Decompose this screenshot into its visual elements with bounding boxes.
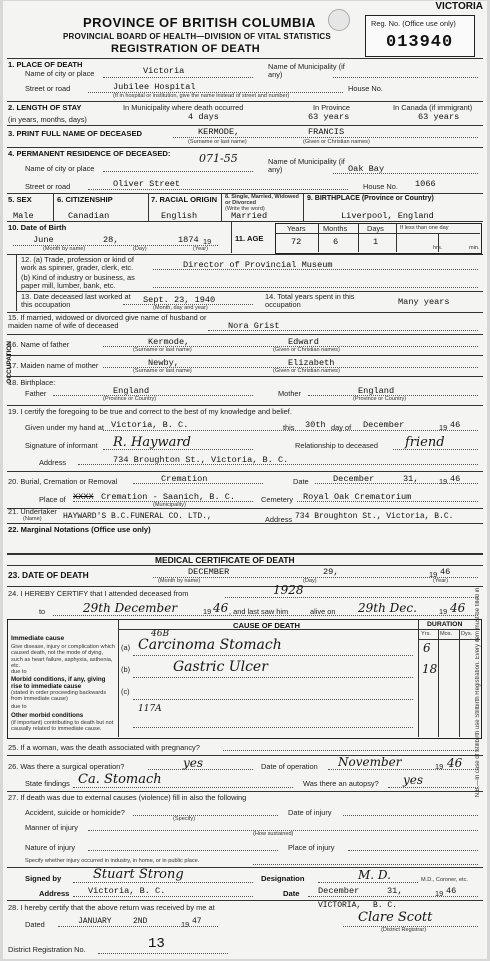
reg-label: Reg. No. (Office use only)	[371, 19, 456, 28]
father-surname-note: (Surname or last name)	[133, 347, 192, 353]
to-date: 29th December	[83, 601, 178, 615]
registrar-day: 2ND	[133, 917, 148, 926]
divider	[7, 58, 483, 59]
place-street-label: Street or road	[25, 84, 71, 93]
cemetery: Royal Oak Crematorium	[303, 492, 412, 502]
last-worked-label: 13. Date deceased last worked at this occupation	[21, 292, 131, 309]
spouse: Nora Grist	[228, 321, 280, 331]
how-note: (How sustained)	[253, 831, 294, 837]
reg-number-box	[365, 15, 475, 57]
cause-c-code: 117A	[138, 704, 162, 714]
this-label: this	[283, 423, 295, 432]
informant-month: December	[363, 420, 405, 430]
age-label: 11. AGE	[235, 234, 264, 243]
dur-dys: Dys.	[461, 631, 473, 637]
age-days: 1	[373, 237, 379, 247]
place-injury-label: Place of injury	[288, 843, 335, 852]
father-birthplace: England	[113, 386, 150, 396]
mother-word: Mother	[278, 389, 302, 398]
place-of-label: Place of	[39, 495, 66, 504]
attended-year: 1928	[273, 583, 304, 597]
place-strikeout: XXXX	[73, 492, 94, 502]
informant-day: 30th	[305, 420, 326, 430]
racial-label: 7. RACIAL ORIGIN	[151, 195, 218, 204]
dur-yrs: Yrs.	[421, 631, 431, 637]
stay-prov: 63 years	[308, 112, 350, 122]
stay-prov-label: In Province	[313, 103, 350, 112]
to-year-prefix: 19	[203, 607, 212, 616]
province-title: PROVINCE OF BRITISH COLUMBIA	[83, 15, 316, 30]
dob-year: 1874	[178, 235, 199, 245]
residence-annotation: 071-55	[199, 152, 238, 165]
mother-birthplace: England	[358, 386, 395, 396]
age-years-label: Years	[287, 224, 306, 233]
cemetery-label: Cemetery	[261, 495, 294, 504]
cause-a-code: 46B	[151, 629, 170, 639]
deceased-given: FRANCIS	[308, 127, 345, 137]
alive-label: alive on	[310, 607, 336, 616]
name-section: 3. PRINT FULL NAME OF DECEASED	[8, 129, 143, 138]
stay-canada: 63 years	[418, 112, 460, 122]
findings-label: State findings	[25, 779, 70, 788]
designation-label: Designation	[261, 874, 305, 883]
birthplace-label: 9. BIRTHPLACE (Province or Country)	[307, 195, 434, 202]
place-inst-note: (If in hospital or institution, give the name instead of street and number)	[113, 93, 290, 99]
burial-type: Cremation	[161, 474, 208, 484]
age-hrs-label: hrs.	[433, 245, 443, 251]
signed-label: Signed by	[25, 874, 62, 883]
last-worked: Sept. 23, 1940	[143, 295, 216, 305]
occ-a: Director of Provincial Museum	[183, 260, 333, 270]
undertaker-address-label: Address	[265, 515, 293, 524]
relationship: friend	[405, 435, 445, 450]
sig-address: Victoria, B. C.	[88, 886, 166, 896]
undertaker-label: 21. Undertaker	[8, 507, 57, 516]
age-months-label: Months	[323, 224, 348, 233]
burial-month: December	[333, 474, 375, 484]
residence-street-label: Street or road	[25, 182, 71, 191]
death-registration-form	[3, 1, 487, 959]
birthplace: Liverpool, England	[341, 211, 434, 221]
mother-bp-note: (Province or Country)	[353, 396, 407, 402]
reg-number: 013940	[386, 33, 454, 52]
registrar-certify: 28. I hereby certify that the above return was received by me at	[8, 903, 215, 912]
marital: Married	[231, 211, 268, 221]
informant-signature: R. Hayward	[113, 435, 191, 450]
stay-munic-label: In Municipality where death occurred	[123, 103, 244, 112]
dob-day: 28,	[103, 235, 119, 245]
sig-address-label: Address	[39, 889, 70, 898]
stay-section: 2. LENGTH OF STAY	[8, 103, 82, 112]
dob-label: 10. Date of Birth	[8, 223, 67, 232]
morbid-note: (stated in order proceeding backwards from immediate cause)	[11, 690, 107, 703]
father-label: 16. Name of father	[8, 340, 70, 349]
parents-bp-label: 18. Birthplace:	[8, 378, 56, 387]
registrar-year: 47	[192, 917, 202, 926]
q26-answer: yes	[183, 756, 204, 770]
manner-label: Manner of injury	[25, 823, 78, 832]
alive-date: 29th Dec.	[358, 601, 417, 615]
given-note: (Given or Christian names)	[303, 139, 370, 145]
physician-signature: Stuart Strong	[93, 867, 184, 882]
informant-year-prefix: 19	[439, 423, 448, 432]
dob-day-note: (Day)	[133, 246, 147, 252]
father-word: Father	[25, 389, 47, 398]
op-year: 46	[447, 756, 463, 770]
father-given: Edward	[288, 337, 319, 347]
father-surname: Kermode,	[148, 337, 190, 347]
due-to-1: due to	[11, 669, 27, 675]
death-year-note: (Year)	[433, 578, 449, 584]
sig-month: December	[318, 886, 360, 896]
dob-year-note: (Year)	[193, 246, 209, 252]
day-of-label: day of	[331, 423, 352, 432]
cause-c-label: (c)	[121, 687, 130, 696]
q25-label: 25. If a woman, was the death associated with pregnancy?	[8, 743, 200, 752]
occ-b-label: (b) Kind of industry or business, as paper mill, lumber, bank, etc.	[21, 273, 135, 290]
medical-title: MEDICAL CERTIFICATE OF DEATH	[155, 555, 295, 565]
age-less-label: If less than one day	[400, 225, 449, 231]
dob-month: June	[33, 235, 54, 245]
age-years: 72	[291, 237, 302, 247]
autopsy-label: Was there an autopsy?	[303, 779, 379, 788]
stay-canada-label: In Canada (if immigrant)	[393, 103, 473, 112]
burial-year-prefix: 19	[439, 477, 448, 486]
father-given-note: (Given or Christian names)	[273, 347, 340, 353]
burial-year: 46	[450, 474, 461, 484]
informant-address: 734 Broughton St., Victoria, B. C.	[113, 455, 289, 465]
dob-year-prefix: 19	[203, 237, 212, 246]
sig-informant-label: Signature of informant	[25, 441, 98, 450]
op-year-prefix: 19	[435, 762, 444, 771]
to-label: to	[39, 607, 46, 616]
undertaker-address: 734 Broughton St., Victoria, B.C.	[295, 512, 454, 521]
dated-label: Dated	[25, 920, 45, 929]
place-house-label: House No.	[348, 84, 383, 93]
sig-date-label: Date	[283, 889, 300, 898]
sex-label: 5. SEX	[8, 195, 32, 204]
marginal-label: 22. Marginal Notations (Office use only)	[8, 525, 151, 534]
alive-year: 46	[450, 601, 466, 615]
place-city-label: Name of city or place	[25, 69, 95, 78]
registrar-place: VICTORIA,	[318, 901, 362, 910]
cause-a: Carcinoma Stomach	[138, 637, 282, 653]
cause-b: Gastric Ulcer	[173, 659, 268, 675]
board-title: PROVINCIAL BOARD OF HEALTH—DIVISION OF VITAL STATISTICS	[63, 32, 331, 41]
marital-note: (Write the word)	[225, 206, 265, 212]
age-months: 6	[333, 237, 339, 247]
designation: M. D.	[358, 868, 391, 882]
munic-note: (Municipality)	[153, 502, 186, 508]
occupation-side-label: OCCUPATION	[6, 341, 13, 384]
due-to-2: due to	[11, 704, 27, 710]
informant-year: 46	[450, 420, 461, 430]
duration-title: DURATION	[427, 621, 463, 628]
accident-label: Accident, suicide or homicide?	[25, 808, 125, 817]
cause-b-label: (b)	[121, 665, 131, 674]
relationship-label: Relationship to deceased	[295, 441, 378, 450]
residence-munic-label: Name of Municipality (if any)	[268, 157, 345, 174]
death-year: 46	[440, 567, 451, 577]
morbid-label: Morbid conditions, if any, giving rise to immediate cause	[11, 676, 106, 690]
registrar-note: (District Registrar)	[381, 927, 427, 933]
sig-day: 31,	[387, 886, 403, 896]
registrar-month: JANUARY	[78, 917, 112, 926]
deceased-surname: KERMODE,	[198, 127, 240, 137]
op-date-label: Date of operation	[261, 762, 318, 771]
immediate-label: Immediate cause	[11, 635, 65, 642]
attended-label: 24. I HEREBY CERTIFY that I attended deceased from	[8, 589, 189, 598]
informant-certify: 19. I certify the foregoing to be true and correct to the best of my knowledge and belief.	[8, 407, 292, 416]
last-saw-label: , and last saw him	[229, 607, 289, 616]
surname-note: (Surname or last name)	[188, 139, 247, 145]
findings: Ca. Stomach	[78, 772, 162, 787]
age-min-label: min.	[469, 245, 480, 251]
mother-label: 17. Maiden name of mother	[8, 361, 99, 370]
sig-year: 46	[446, 886, 457, 896]
registrar-signature: Clare Scott	[358, 910, 433, 925]
death-day: 29,	[323, 567, 339, 577]
death-month-note: (Month by name)	[158, 578, 201, 584]
marital-label: 8. Single, Married, Widowed or Divorced	[225, 194, 299, 206]
other-label: Other morbid conditions	[11, 712, 84, 719]
specify-note: (Specify)	[173, 816, 196, 822]
form-title: REGISTRATION OF DEATH	[111, 43, 261, 55]
last-worked-note: (Month, day and year)	[153, 305, 208, 311]
cause-b-duration: 18	[422, 662, 438, 676]
to-year: 46	[213, 601, 229, 615]
burial-place: Cremation - Saanich, B. C.	[101, 492, 236, 502]
autopsy: yes	[403, 773, 424, 787]
cause-a-duration: 6	[423, 641, 431, 655]
cause-title: CAUSE OF DEATH	[233, 621, 300, 630]
residence-house: 1066	[415, 179, 436, 189]
punch-hole	[328, 9, 350, 31]
residence-section: 4. PERMANENT RESIDENCE OF DECEASED:	[8, 149, 171, 158]
death-date-label: 23. DATE OF DEATH	[8, 570, 89, 580]
mother-surname-note: (Surname or last name)	[133, 368, 192, 374]
place-street: Jubilee Hospital	[113, 82, 196, 92]
op-date: November	[338, 755, 402, 769]
side-note-text: N.B.—In case of Stillbirth use Stillbirth Registration. Every item must be filled in.	[475, 586, 481, 798]
sig-year-prefix: 19	[435, 889, 444, 898]
given-place: Victoria, B. C.	[111, 420, 189, 430]
citizenship: Canadian	[68, 211, 110, 221]
specify-label: Specify whether injury occurred in industry, in home, or in public place.	[25, 858, 200, 864]
registrar-year-prefix: 19	[181, 920, 190, 929]
burial-day: 31,	[403, 474, 419, 484]
spouse-label: 15. If married, widowed or divorced give name of husband or maiden name of wife of deceased	[8, 313, 207, 330]
place-section: 1. PLACE OF DEATH	[8, 60, 83, 69]
q27-label: 27. If death was due to external causes (violence) fill in also the following	[8, 793, 247, 802]
death-year-prefix: 19	[429, 570, 438, 579]
cit-label: 6. CITIZENSHIP	[57, 195, 113, 204]
q26-label: 26. Was there a surgical operation?	[8, 762, 125, 771]
district-label: District Registration No.	[8, 945, 86, 954]
residence-house-label: House No.	[363, 182, 398, 191]
mother-given-note: (Given or Christian names)	[273, 368, 340, 374]
injury-date-label: Date of injury	[288, 808, 332, 817]
total-years: Many years	[398, 297, 450, 307]
undertaker-sub: (Name)	[23, 516, 42, 522]
informant-address-label: Address	[39, 458, 67, 467]
father-bp-note: (Province or Country)	[103, 396, 157, 402]
residence-munic: Oak Bay	[348, 164, 385, 174]
mother-given: Elizabeth	[288, 358, 335, 368]
stay-unit-note: (in years, months, days)	[8, 115, 87, 124]
immediate-note: Give disease, injury or complication which caused death, not the mode of dying, such as heart failure, asphyxia, asthenia, etc.	[11, 644, 115, 670]
place-city: Victoria	[143, 66, 185, 76]
registrar-place2: B. C.	[373, 901, 398, 910]
victoria-stamp: VICTORIA	[435, 1, 483, 12]
burial-label: 20. Burial, Cremation or Removal	[8, 477, 118, 486]
side-note	[475, 586, 485, 921]
alive-year-prefix: 19	[439, 607, 448, 616]
residence-street: Oliver Street	[113, 179, 181, 189]
place-munic-label: Name of Municipality (if any)	[268, 62, 345, 79]
undertaker: HAYWARD'S B.C.FUNERAL CO. LTD.,	[63, 512, 212, 521]
total-label: 14. Total years spent in this occupation	[265, 292, 355, 309]
mother-surname: Newby,	[148, 358, 179, 368]
cause-a-label: (a)	[121, 643, 131, 652]
designation-note: M.D., Coroner, etc.	[421, 877, 468, 883]
racial-origin: English	[161, 211, 198, 221]
other-note: (if important) contributing to death but not causally related to immediate cause.	[11, 720, 114, 733]
burial-date-label: Date	[293, 477, 309, 486]
sex: Male	[13, 211, 34, 221]
dur-mos: Mos.	[440, 631, 453, 637]
dob-month-note: (Month by name)	[43, 246, 86, 252]
stay-munic: 4 days	[188, 112, 219, 122]
residence-city-label: Name of city or place	[25, 164, 95, 173]
death-day-note: (Day)	[303, 578, 317, 584]
district-no: 13	[148, 936, 165, 952]
death-month: DECEMBER	[188, 567, 230, 577]
occ-a-label: 12. (a) Trade, profession or kind of work as spinner, grader, clerk, etc.	[21, 255, 134, 272]
age-days-label: Days	[367, 224, 384, 233]
given-under-label: Given under my hand at	[25, 423, 104, 432]
nature-label: Nature of injury	[25, 843, 76, 852]
